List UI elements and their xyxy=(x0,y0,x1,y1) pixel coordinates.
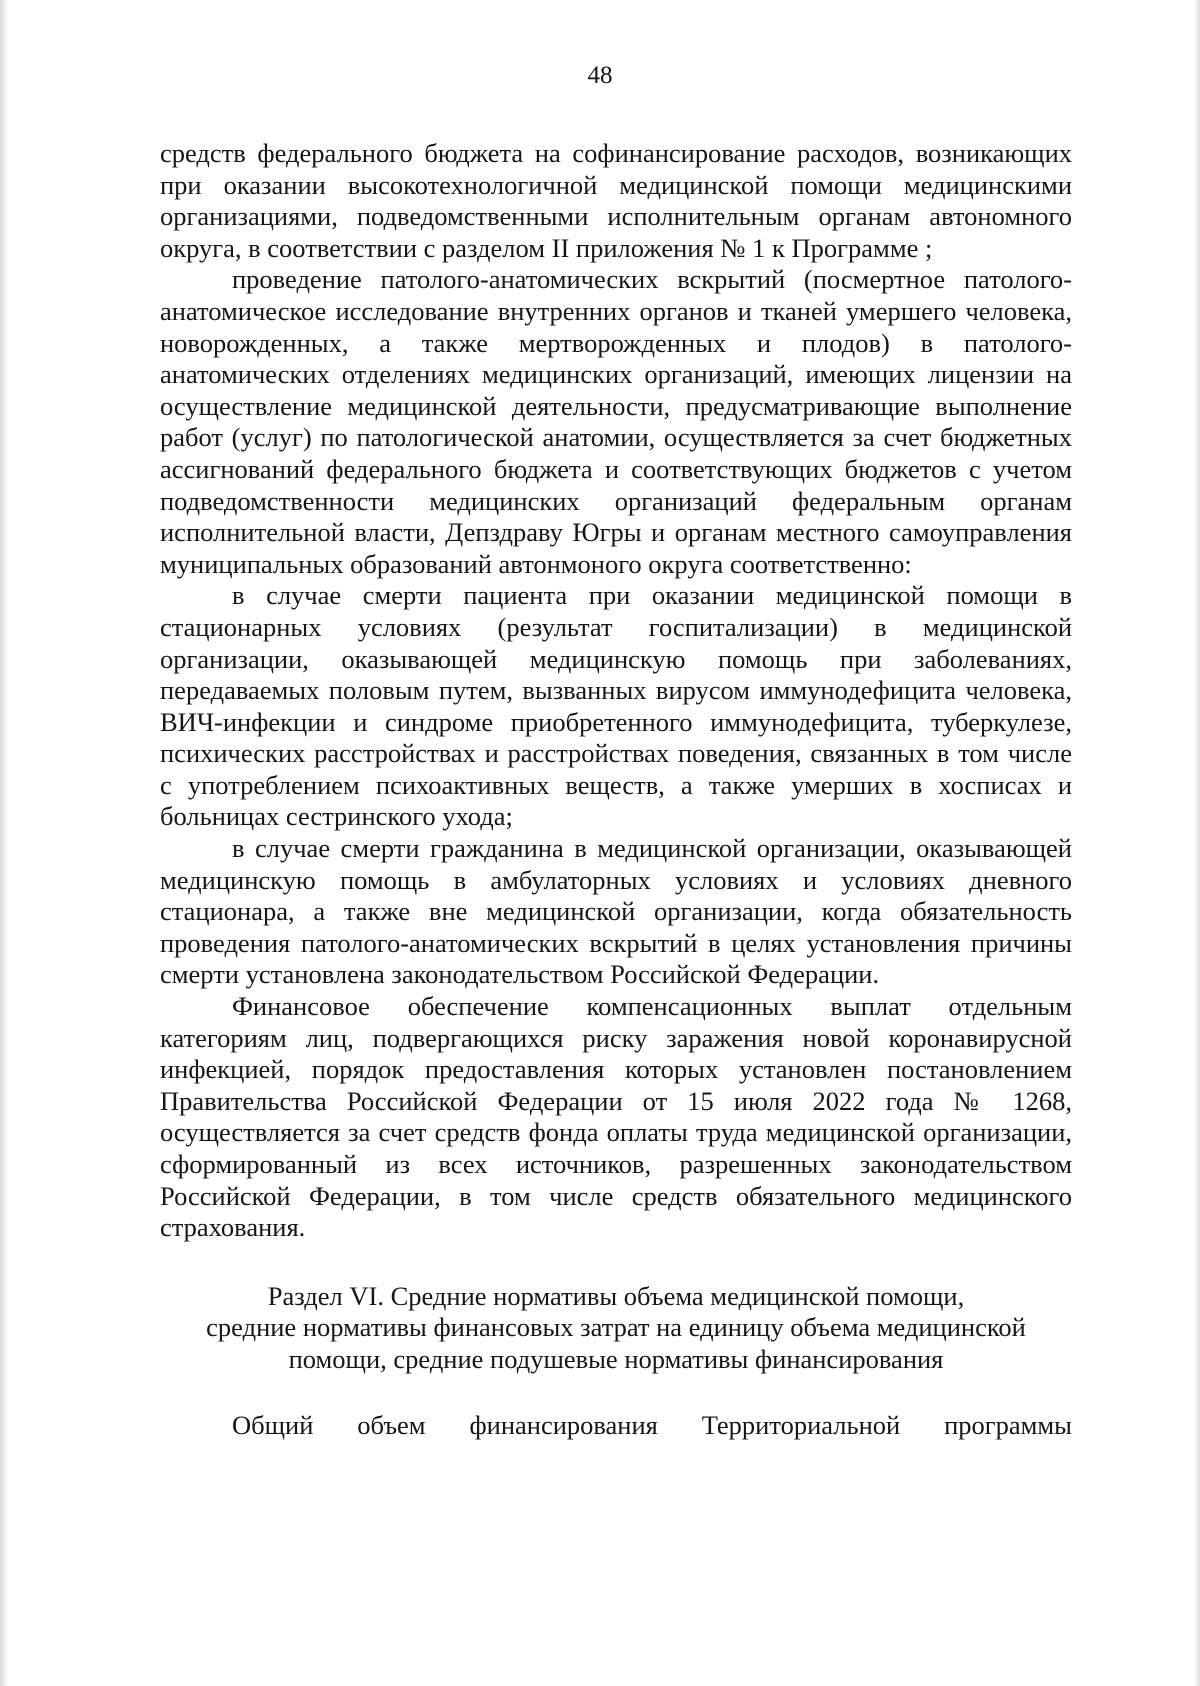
paragraph-autopsy: проведение патолого-анатомических вскрытий (посмертное патолого-анатомическое исследование внутренних органов и тканей умершего человека, новорожденных, а также мертворожденных и плодов) в патолого-анатомических отделениях медицинских организаций, имеющих лицензии на осуществление медицинской деятельности, предусматривающие выполнение работ (услуг) по патологической анатомии, осуществляется за счет бюджетных ассигнований федерального бюджета и соответствующих бюджетов с учетом подведомственности медицинских организаций федеральным органам исполнительной власти, Депздраву Югры и органам местного самоуправления муниципальных образований автонмоного округа соответственно: xyxy=(160,264,1072,579)
page-number: 48 xyxy=(587,62,613,89)
section-heading-line-3: помощи, средние подушевые нормативы финансирования xyxy=(288,1343,944,1374)
scan-edge-right xyxy=(1194,0,1200,1686)
paragraph-citizen-death: в случае смерти гражданина в медицинской организации, оказывающей медицинскую помощь в амбулаторных условиях и условиях дневного стационара, а также вне медицинской организации, когда обязательность проведения патолого-анатомических вскрытий в целях установления причины смерти установлена законодательством Российской Федерации. xyxy=(160,833,1072,990)
paragraph-total-financing: Общий объем финансирования Территориальной программы xyxy=(232,1409,1072,1440)
section-heading-line-2: средние нормативы финансовых затрат на единицу объема медицинской xyxy=(206,1312,1026,1343)
document-body xyxy=(160,138,1072,1441)
section-heading-line-1: Раздел VI. Средние нормативы объема медицинской помощи, xyxy=(267,1280,965,1311)
paragraph-continuation: средств федерального бюджета на софинансирование расходов, возникающих при оказании высокотехнологичной медицинской помощи медицинскими организациями, подведомственными исполнительным органам автономного округа, в соответствии с разделом II приложения № 1 к Программе ; xyxy=(160,138,1072,263)
section-heading xyxy=(160,1281,1072,1376)
paragraph-patient-death: в случае смерти пациента при оказании медицинской помощи в стационарных условиях (результат госпитализации) в медицинской организации, оказывающей медицинскую помощь при заболеваниях, передаваемых половым путем, вызванных вирусом иммунодефицита человека, ВИЧ-инфекции и синдроме приобретенного иммунодефицита, туберкулезе, психических расстройствах и расстройствах поведения, связанных в том числе с употреблением психоактивных веществ, а также умерших в хосписах и больницах сестринского ухода; xyxy=(160,580,1072,832)
paragraph-compensation: Финансовое обеспечение компенсационных выплат отдельным категориям лиц, подвергающихся риску заражения новой коронавирусной инфекцией, порядок предоставления которых установлен постановлением Правительства Российской Федерации от 15 июля 2022 года № 1268, осуществляется за счет средств фонда оплаты труда медицинской организации, сформированный из всех источников, разрешенных законодательством Российской Федерации, в том числе средств обязательного медицинского страхования. xyxy=(160,991,1072,1243)
scan-edge-left xyxy=(0,0,9,1686)
